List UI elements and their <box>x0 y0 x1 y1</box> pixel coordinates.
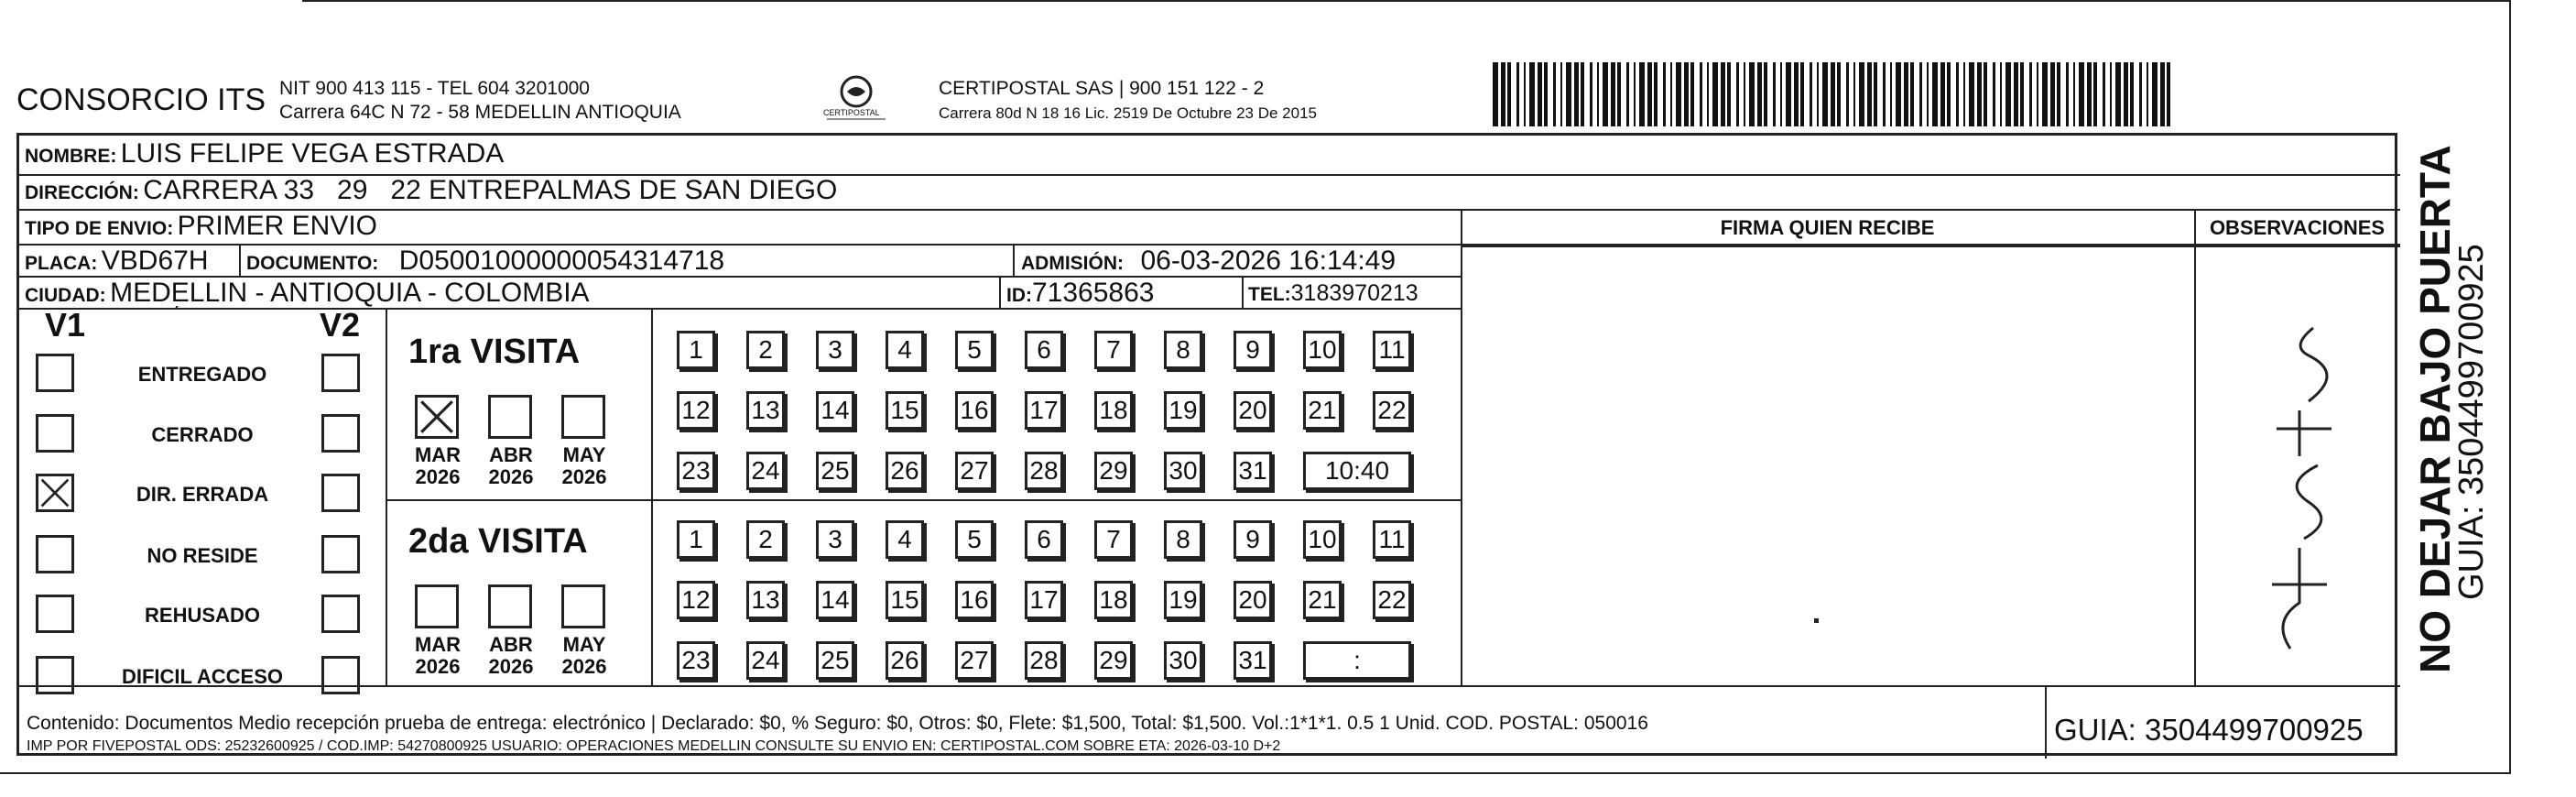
month-label: MAY <box>562 633 606 656</box>
day-box[interactable]: 7 <box>1094 520 1133 559</box>
day-box[interactable]: 23 <box>677 641 715 680</box>
day-box[interactable]: 30 <box>1164 641 1202 680</box>
tipo-envio-label: TIPO DE ENVIO: <box>25 218 174 239</box>
day-box[interactable]: 24 <box>746 641 785 680</box>
top-border <box>302 0 2511 2</box>
status-label: CERRADO <box>151 423 254 446</box>
status-v1-checkbox[interactable] <box>36 656 74 694</box>
documento-field <box>246 246 724 277</box>
v-tick-mark: ˊ <box>173 302 180 325</box>
placa-label: PLACA: <box>25 253 98 274</box>
day-box[interactable]: 30 <box>1164 452 1202 490</box>
day-box[interactable]: 17 <box>1025 581 1063 619</box>
tipo-envio-field <box>25 211 377 242</box>
day-box[interactable]: 20 <box>1234 391 1272 430</box>
day-box[interactable]: 7 <box>1094 331 1133 369</box>
month-label: MAY <box>562 443 606 466</box>
status-v2-checkbox[interactable] <box>321 535 360 573</box>
barcode <box>1493 62 2175 126</box>
company-nit: NIT 900 413 115 - TEL 604 3201000 <box>279 78 590 99</box>
id-label: ID: <box>1006 285 1032 306</box>
tel-field <box>1248 280 1418 307</box>
admision-label: ADMISIÓN: <box>1021 253 1124 274</box>
day-box[interactable]: 22 <box>1373 391 1411 430</box>
observaciones-header: OBSERVACIONES <box>2209 216 2386 239</box>
day-box[interactable]: 31 <box>1234 452 1272 490</box>
day-box[interactable]: 14 <box>816 581 854 619</box>
day-box[interactable]: 12 <box>677 391 715 430</box>
check-x-icon <box>38 476 71 509</box>
id-value: 71365863 <box>1032 278 1155 308</box>
day-box[interactable]: 3 <box>816 331 854 369</box>
day-box[interactable]: 16 <box>955 581 994 619</box>
day-box[interactable]: 23 <box>677 452 715 490</box>
day-box[interactable]: 2 <box>746 520 785 559</box>
month-checkbox[interactable] <box>415 584 459 628</box>
time-box[interactable]: : <box>1303 641 1411 680</box>
day-box[interactable]: 27 <box>955 641 994 680</box>
logo-caption: CERTIPOSTAL <box>823 108 880 117</box>
side-notice: NO DEJAR BAJO PUERTA <box>2411 145 2459 673</box>
day-box[interactable]: 22 <box>1373 581 1411 619</box>
documento-value: D05001000000054314718 <box>398 246 725 276</box>
outer-border <box>2509 0 2511 774</box>
company-address: Carrera 64C N 72 - 58 MEDELLIN ANTIOQUIA <box>279 102 681 123</box>
day-box[interactable]: 17 <box>1025 391 1063 430</box>
status-v2-checkbox[interactable] <box>321 414 360 453</box>
footer-imp: IMP POR FIVEPOSTAL ODS: 25232600925 / COD.IMP: 54270800925 USUARIO: OPERACIONES MEDELLIN CONSULTE SU ENVIO EN: CERTIPOSTAL.COM SOBRE ETA: 2026-03-10 D+2 <box>27 738 1281 754</box>
day-box[interactable]: 2 <box>746 331 785 369</box>
bottom-border <box>0 772 2511 774</box>
day-box[interactable]: 20 <box>1234 581 1272 619</box>
status-v1-checkbox[interactable] <box>36 595 74 633</box>
day-box[interactable]: 29 <box>1094 452 1133 490</box>
check-x-icon <box>418 398 456 436</box>
month-label: MAR <box>414 443 462 466</box>
status-v2-checkbox[interactable] <box>321 354 360 392</box>
placa-value: VBD67H <box>101 246 209 276</box>
day-box[interactable]: 9 <box>1234 331 1272 369</box>
status-v1-checkbox[interactable] <box>36 414 74 453</box>
side-guia: GUIA: 3504499700925 <box>2452 244 2491 600</box>
day-box[interactable]: 13 <box>746 391 785 430</box>
firma-header: FIRMA QUIEN RECIBE <box>1720 216 1935 239</box>
day-box[interactable]: 19 <box>1164 391 1202 430</box>
day-box[interactable]: 5 <box>955 331 994 369</box>
firma-dot <box>1814 618 1819 623</box>
day-box[interactable]: 12 <box>677 581 715 619</box>
direccion-value: CARRERA 33 29 22 ENTREPALMAS DE SAN DIEGO <box>143 175 838 205</box>
certipostal-logo <box>810 71 902 126</box>
day-box[interactable]: 6 <box>1025 520 1063 559</box>
admision-value: 06-03-2026 16:14:49 <box>1140 246 1397 276</box>
id-field <box>1006 278 1154 309</box>
ciudad-label: CIUDAD: <box>25 285 106 306</box>
day-box[interactable]: 27 <box>955 452 994 490</box>
day-box[interactable]: 6 <box>1025 331 1063 369</box>
status-label: REHUSADO <box>145 604 260 627</box>
day-box[interactable]: 28 <box>1025 641 1063 680</box>
carrier-name: CERTIPOSTAL SAS | 900 151 122 - 2 <box>939 78 1265 99</box>
day-box[interactable]: 18 <box>1094 391 1133 430</box>
day-box[interactable]: 14 <box>816 391 854 430</box>
ciudad-field <box>25 278 590 309</box>
day-box[interactable]: 21 <box>1303 391 1342 430</box>
tel-label: TEL: <box>1248 284 1291 305</box>
day-box[interactable]: 1 <box>677 331 715 369</box>
direccion-label: DIRECCIÓN: <box>25 182 139 203</box>
day-box[interactable]: 9 <box>1234 520 1272 559</box>
day-box[interactable]: 16 <box>955 391 994 430</box>
month-checkbox[interactable] <box>561 584 605 628</box>
day-box[interactable]: 25 <box>816 641 854 680</box>
status-v1-checkbox[interactable] <box>36 354 74 392</box>
day-box[interactable]: 10 <box>1303 520 1342 559</box>
nombre-value: LUIS FELIPE VEGA ESTRADA <box>120 138 505 169</box>
visit2-title: 2da VISITA <box>408 522 588 561</box>
status-v1-checkbox[interactable] <box>36 474 74 512</box>
footer-contenido: Contenido: Documentos Medio recepción prueba de entrega: electrónico | Declarado: $0, % Seguro: $0, Otros: $0, Flete: $1,500, Total: $1,500. Vol.:1*1*1. 0.5 1 Unid. COD. POSTAL: 050016 <box>27 713 1648 734</box>
day-box[interactable]: 3 <box>816 520 854 559</box>
month-year: 2026 <box>561 655 607 678</box>
ciudad-value: MEDELLIN - ANTIOQUIA - COLOMBIA <box>110 278 590 308</box>
month-label: ABR <box>489 633 533 656</box>
month-checkbox[interactable] <box>415 395 459 439</box>
tipo-envio-value: PRIMER ENVIO <box>177 211 378 241</box>
status-v2-checkbox[interactable] <box>321 595 360 633</box>
day-box[interactable]: 28 <box>1025 452 1063 490</box>
day-box[interactable]: 11 <box>1373 520 1411 559</box>
month-checkbox[interactable] <box>561 395 605 439</box>
placa-field <box>25 246 209 277</box>
day-box[interactable]: 19 <box>1164 581 1202 619</box>
status-v2-checkbox[interactable] <box>321 474 360 512</box>
status-label: DIR. ERRADA <box>136 483 269 506</box>
status-label: DIFICIL ACCESO <box>121 665 283 688</box>
month-year: 2026 <box>415 655 461 678</box>
nombre-label: NOMBRE: <box>25 146 117 167</box>
day-box[interactable]: 8 <box>1164 331 1202 369</box>
admision-field <box>1021 246 1396 277</box>
day-box[interactable]: 1 <box>677 520 715 559</box>
visit1-title: 1ra VISITA <box>408 333 581 371</box>
status-v1-checkbox[interactable] <box>36 535 74 573</box>
month-year: 2026 <box>561 465 607 488</box>
direccion-field <box>25 175 837 206</box>
footer-guia: GUIA: 3504499700925 <box>2054 713 2364 747</box>
carrier-address: Carrera 80d N 18 16 Lic. 2519 De Octubre 23 De 2015 <box>939 104 1317 122</box>
month-year: 2026 <box>488 655 534 678</box>
day-box[interactable]: 15 <box>886 391 924 430</box>
status-label: ENTREGADO <box>137 363 267 386</box>
day-box[interactable]: 21 <box>1303 581 1342 619</box>
status-v2-checkbox[interactable] <box>321 656 360 694</box>
day-box[interactable]: 26 <box>886 641 924 680</box>
month-label: MAR <box>414 633 462 656</box>
month-year: 2026 <box>488 465 534 488</box>
documento-label: DOCUMENTO: <box>246 253 379 274</box>
tel-value: 3183970213 <box>1290 280 1418 306</box>
day-box[interactable]: 18 <box>1094 581 1133 619</box>
day-box[interactable]: 5 <box>955 520 994 559</box>
day-box[interactable]: 29 <box>1094 641 1133 680</box>
delivery-card <box>16 133 2397 756</box>
month-checkbox[interactable] <box>488 584 532 628</box>
month-label: ABR <box>489 443 533 466</box>
day-box[interactable]: 4 <box>886 520 924 559</box>
day-box[interactable]: 11 <box>1373 331 1411 369</box>
day-box[interactable]: 24 <box>746 452 785 490</box>
day-box[interactable]: 25 <box>816 452 854 490</box>
day-box[interactable]: 10 <box>1303 331 1342 369</box>
company-name: CONSORCIO ITS <box>16 82 266 117</box>
status-label: NO RESIDE <box>147 544 258 567</box>
day-box[interactable]: 13 <box>746 581 785 619</box>
v1-header: V1 <box>45 306 86 344</box>
day-box[interactable]: 26 <box>886 452 924 490</box>
day-box[interactable]: 31 <box>1234 641 1272 680</box>
day-box[interactable]: 4 <box>886 331 924 369</box>
day-box[interactable]: 15 <box>886 581 924 619</box>
month-year: 2026 <box>415 465 461 488</box>
nombre-field <box>25 138 504 169</box>
month-checkbox[interactable] <box>488 395 532 439</box>
time-box[interactable]: 10:40 <box>1303 452 1411 490</box>
signature-scribble <box>2235 319 2382 667</box>
day-box[interactable]: 8 <box>1164 520 1202 559</box>
v2-header: V2 <box>320 306 361 344</box>
